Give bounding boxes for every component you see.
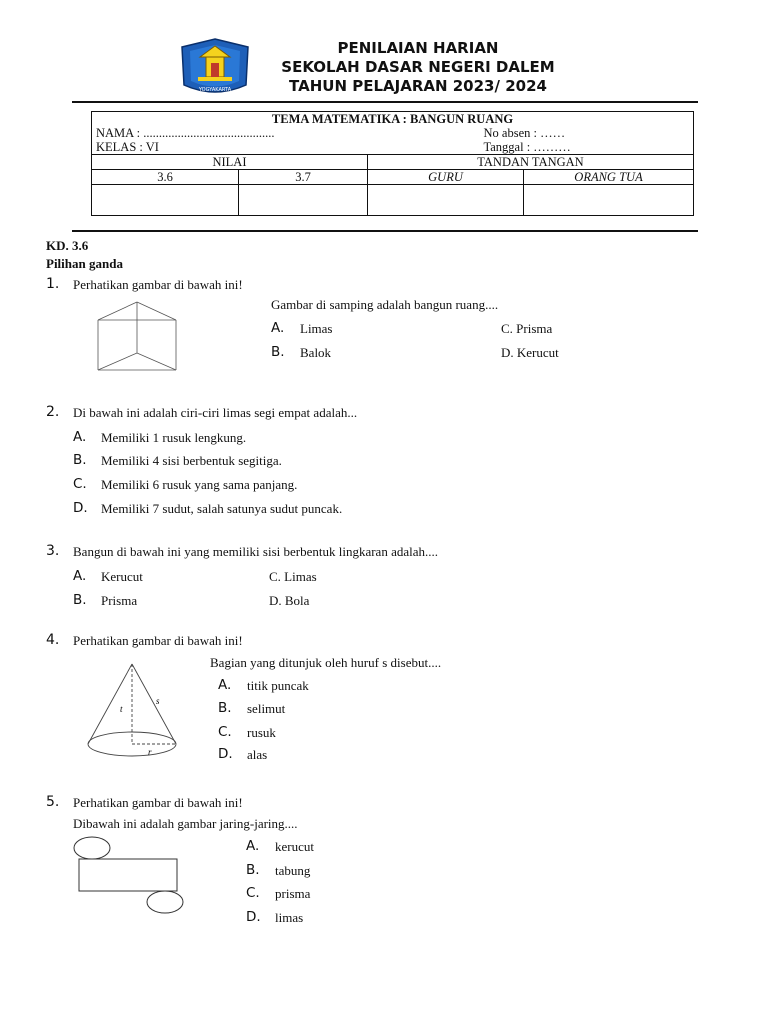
guru-header: GURU	[368, 170, 524, 185]
q2-opt-d-text[interactable]: Memiliki 7 sudut, salah satunya sudut puncak.	[101, 501, 343, 516]
q4-opt-b-label: B.	[218, 700, 232, 716]
kelas-field: KELAS : VI	[96, 140, 159, 154]
score-3-6-cell[interactable]	[92, 185, 239, 216]
q2-opt-a-label: A.	[73, 429, 87, 445]
q3-text: Bangun di bawah ini yang memiliki sisi berbentuk lingkaran adalah....	[73, 544, 439, 559]
q2-opt-a-text[interactable]: Memiliki 1 rusuk lengkung.	[101, 430, 247, 445]
info-table	[91, 111, 694, 216]
q2-opt-b-text[interactable]: Memiliki 4 sisi berbentuk segitiga.	[101, 453, 282, 468]
q5-opt-b-text[interactable]: tabung	[275, 863, 311, 878]
q3-opt-b-label: B.	[73, 592, 87, 608]
q3-opt-a-label: A.	[73, 568, 87, 584]
q4-opt-d-label: D.	[218, 746, 233, 762]
q1-opt-c[interactable]: C. Prisma	[501, 321, 553, 336]
prism-figure	[92, 298, 184, 376]
q1-number: 1.	[46, 276, 60, 292]
orang-tua-header: ORANG TUA	[524, 170, 694, 185]
q1-sub: Gambar di samping adalah bangun ruang....	[271, 297, 499, 312]
q5-text: Perhatikan gambar di bawah ini!	[73, 795, 243, 810]
nilai-header: NILAI	[92, 155, 368, 170]
q3-opt-d[interactable]: D. Bola	[269, 593, 310, 608]
q3-number: 3.	[46, 543, 60, 559]
cone-label-t: t	[120, 704, 123, 714]
header-rule-top	[72, 101, 698, 103]
q5-opt-a-label: A.	[246, 838, 260, 854]
q2-opt-c-label: C.	[73, 476, 87, 492]
cone-label-s: s	[156, 696, 160, 706]
q2-text: Di bawah ini adalah ciri-ciri limas segi empat adalah...	[73, 405, 358, 420]
q4-opt-d-text[interactable]: alas	[247, 747, 268, 762]
tanggal-field: Tanggal : ………	[483, 140, 571, 154]
school-logo-icon	[180, 37, 250, 99]
q3-opt-c[interactable]: C. Limas	[269, 569, 317, 584]
q4-opt-b-text[interactable]: selimut	[247, 701, 286, 716]
cone-label-r: r	[148, 747, 152, 757]
col-3-7: 3.7	[239, 170, 368, 185]
q2-opt-b-label: B.	[73, 452, 87, 468]
q4-opt-c-text[interactable]: rusuk	[247, 725, 276, 740]
q2-opt-d-label: D.	[73, 500, 88, 516]
q1-opt-a-label: A.	[271, 320, 285, 336]
q4-sub: Bagian yang ditunjuk oleh huruf s disebut....	[210, 655, 442, 670]
q5-number: 5.	[46, 794, 60, 810]
q2-number: 2.	[46, 404, 60, 420]
guru-sign-cell[interactable]	[368, 185, 524, 216]
q5-opt-b-label: B.	[246, 862, 260, 878]
svg-text:YOGYAKARTA: YOGYAKARTA	[198, 87, 232, 93]
cone-figure	[84, 660, 184, 760]
kd-label: KD. 3.6	[46, 238, 89, 253]
header-line-3: TAHUN PELAJARAN 2023/ 2024	[289, 77, 547, 95]
q5-opt-d-text[interactable]: limas	[275, 910, 304, 925]
q4-opt-c-label: C.	[218, 724, 232, 740]
header-line-1: PENILAIAN HARIAN	[337, 39, 499, 57]
q1-text: Perhatikan gambar di bawah ini!	[73, 277, 243, 292]
cylinder-net-figure	[70, 834, 188, 916]
q1-opt-a-text[interactable]: Limas	[300, 321, 333, 336]
q3-opt-b-text[interactable]: Prisma	[101, 593, 138, 608]
q4-number: 4.	[46, 632, 60, 648]
tanda-tangan-header: TANDAN TANGAN	[368, 155, 694, 170]
q1-opt-d[interactable]: D. Kerucut	[501, 345, 559, 360]
q3-opt-a-text[interactable]: Kerucut	[101, 569, 143, 584]
q5-opt-c-text[interactable]: prisma	[275, 886, 311, 901]
q1-opt-b-text[interactable]: Balok	[300, 345, 332, 360]
header-rule-bottom	[72, 230, 698, 232]
q5-opt-c-label: C.	[246, 885, 260, 901]
orang-tua-sign-cell[interactable]	[524, 185, 694, 216]
tema-cell: TEMA MATEMATIKA : BANGUN RUANG	[92, 112, 694, 127]
q5-opt-d-label: D.	[246, 909, 261, 925]
score-3-7-cell[interactable]	[239, 185, 368, 216]
col-3-6: 3.6	[92, 170, 239, 185]
section-title: Pilihan ganda	[46, 256, 123, 271]
no-absen-field: No absen : ……	[483, 126, 566, 140]
q5-opt-a-text[interactable]: kerucut	[275, 839, 314, 854]
header-line-2: SEKOLAH DASAR NEGERI DALEM	[281, 58, 555, 76]
q5-sub: Dibawah ini adalah gambar jaring-jaring....	[73, 816, 298, 831]
q4-opt-a-label: A.	[218, 677, 232, 693]
q1-opt-b-label: B.	[271, 344, 285, 360]
nama-field: NAMA : ..........................................	[96, 126, 275, 140]
q4-text: Perhatikan gambar di bawah ini!	[73, 633, 243, 648]
q4-opt-a-text[interactable]: titik puncak	[247, 678, 309, 693]
q2-opt-c-text[interactable]: Memiliki 6 rusuk yang sama panjang.	[101, 477, 298, 492]
